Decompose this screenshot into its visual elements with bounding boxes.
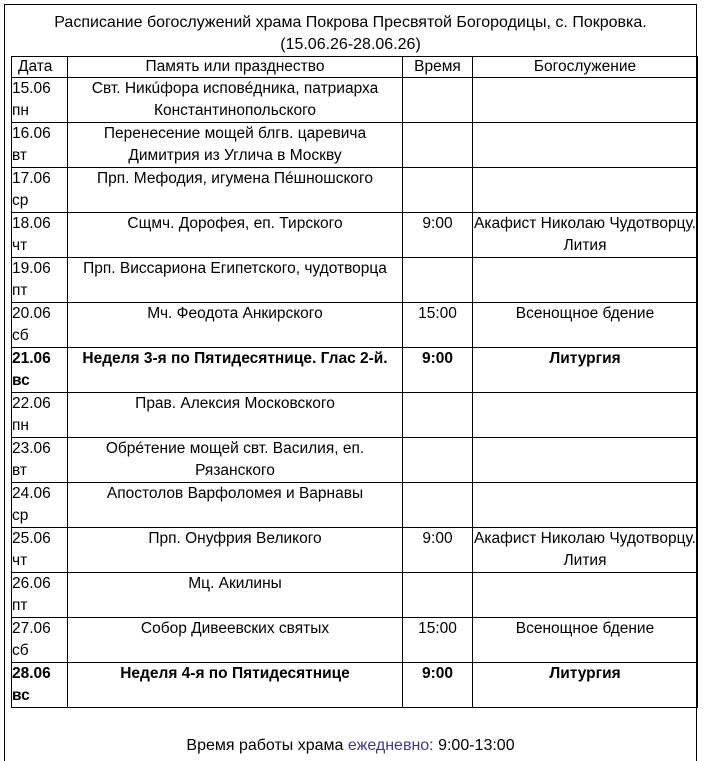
opening-hours-value: 9:00-13:00 bbox=[438, 737, 515, 754]
time-cell: 9:00 bbox=[403, 528, 473, 573]
feast-cell: Неделя 3-я по Пятидесятнице. Глас 2-й. bbox=[68, 348, 403, 393]
table-row bbox=[12, 573, 698, 618]
time-cell bbox=[403, 168, 473, 213]
schedule-title: Расписание богослужений храма Покрова Пресвятой Богородицы, с. Покровка. bbox=[54, 14, 647, 31]
table-row bbox=[12, 213, 698, 258]
table-row bbox=[12, 618, 698, 663]
column-header-service: Богослужение bbox=[473, 57, 698, 78]
table-row bbox=[12, 663, 698, 708]
table-row bbox=[12, 393, 698, 438]
feast-cell: Свт. Никúфора исповéдника, патриарха Константинопольского bbox=[68, 78, 403, 123]
date-cell: 27.06 сб bbox=[12, 618, 68, 663]
table-row bbox=[12, 483, 698, 528]
feast-cell: Собор Дивеевских святых bbox=[68, 618, 403, 663]
time-cell bbox=[403, 123, 473, 168]
service-cell bbox=[473, 78, 698, 123]
time-cell bbox=[403, 78, 473, 123]
time-cell bbox=[403, 573, 473, 618]
time-cell bbox=[403, 438, 473, 483]
feast-cell: Неделя 4-я по Пятидесятнице bbox=[68, 663, 403, 708]
feast-cell: Прав. Алексия Московского bbox=[68, 393, 403, 438]
date-cell: 25.06 чт bbox=[12, 528, 68, 573]
feast-cell: Мч. Феодота Анкирского bbox=[68, 303, 403, 348]
table-row bbox=[12, 438, 698, 483]
table-row bbox=[12, 348, 698, 393]
date-cell: 20.06 сб bbox=[12, 303, 68, 348]
table-row bbox=[12, 303, 698, 348]
time-cell: 15:00 bbox=[403, 303, 473, 348]
time-cell: 9:00 bbox=[403, 213, 473, 258]
table-row bbox=[12, 168, 698, 213]
feast-cell: Перенесение мощей блгв. царевича Димитрия из Углича в Москву bbox=[68, 123, 403, 168]
service-cell: Акафист Николаю Чудотворцу. Лития bbox=[473, 213, 698, 258]
date-cell: 18.06 чт bbox=[12, 213, 68, 258]
date-cell: 21.06 вс bbox=[12, 348, 68, 393]
date-cell: 22.06 пн bbox=[12, 393, 68, 438]
table-row bbox=[12, 78, 698, 123]
service-cell bbox=[473, 168, 698, 213]
service-cell bbox=[473, 483, 698, 528]
date-cell: 15.06 пн bbox=[12, 78, 68, 123]
date-cell: 17.06 ср bbox=[12, 168, 68, 213]
feast-cell: Сщмч. Дорофея, еп. Тирского bbox=[68, 213, 403, 258]
service-cell: Всенощное бдение bbox=[473, 303, 698, 348]
service-cell: Всенощное бдение bbox=[473, 618, 698, 663]
service-cell: Литургия bbox=[473, 348, 698, 393]
opening-hours-frequency: ежедневно: bbox=[347, 737, 434, 754]
date-cell: 16.06 вт bbox=[12, 123, 68, 168]
schedule-table bbox=[11, 56, 698, 708]
time-cell bbox=[403, 393, 473, 438]
schedule-period: (15.06.26-28.06.26) bbox=[280, 36, 421, 53]
date-cell: 19.06 пт bbox=[12, 258, 68, 303]
feast-cell: Обрéтение мощей свт. Василия, еп. Рязанского bbox=[68, 438, 403, 483]
feast-cell: Прп. Мефодия, игумена Пéшношского bbox=[68, 168, 403, 213]
service-cell bbox=[473, 258, 698, 303]
feast-cell: Апостолов Варфоломея и Варнавы bbox=[68, 483, 403, 528]
time-cell: 9:00 bbox=[403, 348, 473, 393]
date-cell: 28.06 вс bbox=[12, 663, 68, 708]
service-cell bbox=[473, 393, 698, 438]
service-cell: Акафист Николаю Чудотворцу. Лития bbox=[473, 528, 698, 573]
feast-cell: Прп. Онуфрия Великого bbox=[68, 528, 403, 573]
time-cell: 15:00 bbox=[403, 618, 473, 663]
service-cell: Литургия bbox=[473, 663, 698, 708]
service-cell bbox=[473, 573, 698, 618]
service-cell bbox=[473, 123, 698, 168]
date-cell: 23.06 вт bbox=[12, 438, 68, 483]
page-title bbox=[4, 12, 697, 56]
time-cell: 9:00 bbox=[403, 663, 473, 708]
opening-hours bbox=[4, 735, 697, 757]
date-cell: 26.06 пт bbox=[12, 573, 68, 618]
feast-cell: Мц. Акилины bbox=[68, 573, 403, 618]
time-cell bbox=[403, 483, 473, 528]
feast-cell: Прп. Виссариона Египетского, чудотворца bbox=[68, 258, 403, 303]
date-cell: 24.06 ср bbox=[12, 483, 68, 528]
column-header-time: Время bbox=[403, 57, 473, 78]
opening-hours-label: Время работы храма bbox=[186, 737, 344, 754]
time-cell bbox=[403, 258, 473, 303]
service-cell bbox=[473, 438, 698, 483]
table-row bbox=[12, 258, 698, 303]
column-header-feast: Память или празднество bbox=[68, 57, 403, 78]
table-header-row bbox=[12, 57, 698, 78]
column-header-date: Дата bbox=[12, 57, 68, 78]
table-row bbox=[12, 528, 698, 573]
table-row bbox=[12, 123, 698, 168]
